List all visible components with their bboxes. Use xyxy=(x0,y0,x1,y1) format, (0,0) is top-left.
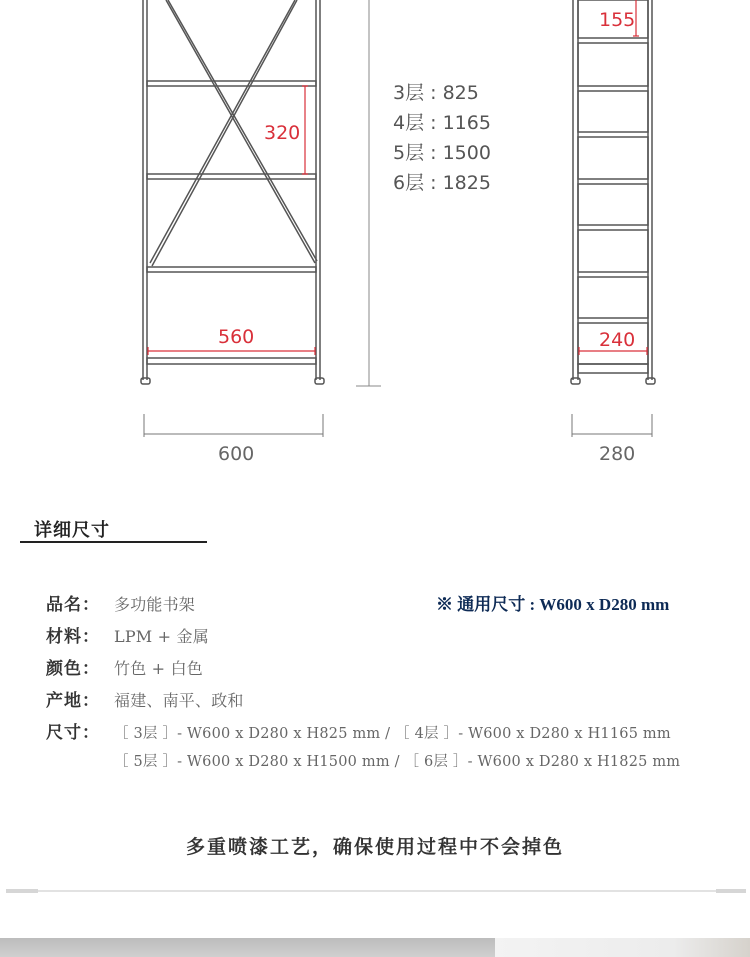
spec-label: 品名： xyxy=(46,595,100,615)
spec-value: 多功能书架 xyxy=(114,595,196,614)
general-size-note: ※ 通用尺寸 : W600 x D280 mm xyxy=(436,595,670,614)
side-top-gap-label: 155 xyxy=(599,9,636,31)
spec-value: 竹色 + 白色 xyxy=(114,659,203,678)
spec-row-name xyxy=(46,590,195,615)
front-width-dimension xyxy=(144,414,323,437)
spec-label: 产地： xyxy=(46,691,100,711)
section-underline xyxy=(20,541,207,543)
section-title: 详细尺寸 xyxy=(34,520,110,541)
front-inner-width-label: 560 xyxy=(218,326,255,348)
spec-row-origin xyxy=(46,686,244,711)
height-3-tier: 3层 : 825 xyxy=(393,82,479,104)
slogan: 多重喷漆工艺，确保使用过程中不会掉色 xyxy=(185,836,564,858)
next-image-strip xyxy=(0,938,750,957)
side-inner-depth-label: 240 xyxy=(599,329,636,351)
height-6-tier: 6层 : 1825 xyxy=(393,172,491,194)
spec-label: 材料： xyxy=(46,627,100,647)
side-total-depth-label: 280 xyxy=(599,443,636,465)
height-5-tier: 5层 : 1500 xyxy=(393,142,491,164)
height-list xyxy=(393,78,491,198)
height-reference-line xyxy=(356,0,381,386)
height-4-tier: 4层 : 1165 xyxy=(393,112,491,134)
spec-value-line-2: ［ 5层 ］- W600 x D280 x H1500 mm / ［ 6层 ］- W600 x D280 x H1825 mm xyxy=(114,754,681,770)
front-shelf-gap-label: 320 xyxy=(264,122,301,144)
spec-row-size xyxy=(46,718,671,743)
side-depth-dimension xyxy=(572,414,652,437)
spec-row-material xyxy=(46,622,209,647)
side-view xyxy=(571,0,655,384)
side-red-dimensions xyxy=(579,0,647,355)
spec-label: 颜色： xyxy=(46,659,100,679)
spec-value-line-1: ［ 3层 ］- W600 x D280 x H825 mm / ［ 4层 ］- W600 x D280 x H1165 mm xyxy=(114,726,671,742)
spec-label: 尺寸： xyxy=(46,723,100,743)
spec-row-size-2 xyxy=(114,750,680,771)
spec-value: 福建、南平、政和 xyxy=(114,691,244,710)
spec-row-color xyxy=(46,654,203,679)
divider xyxy=(6,890,746,892)
front-total-width-label: 600 xyxy=(218,443,255,465)
spec-value: LPM + 金属 xyxy=(114,627,209,646)
